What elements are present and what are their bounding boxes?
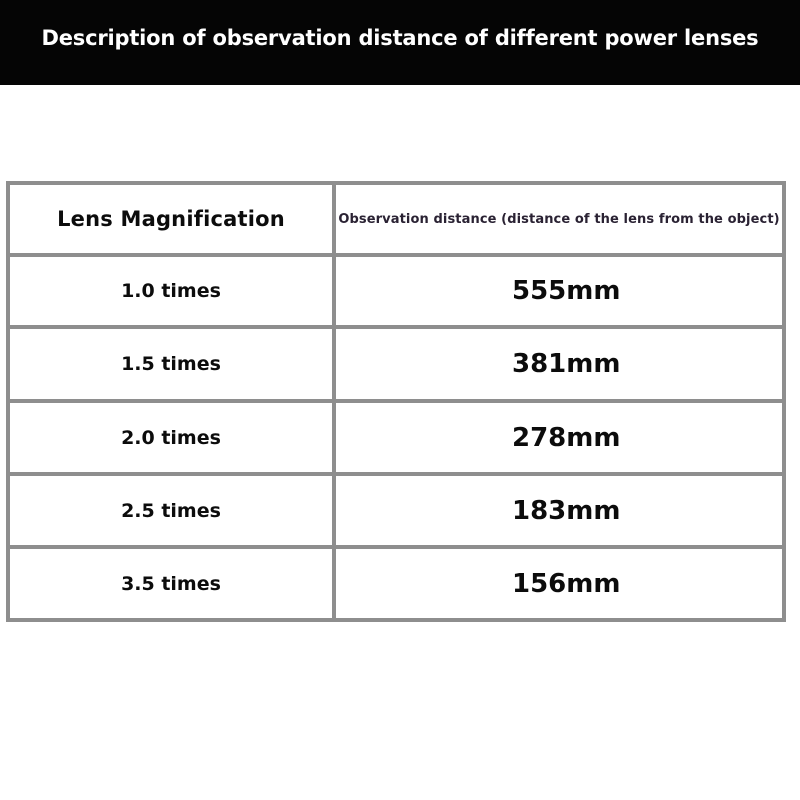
column-header-magnification: Lens Magnification	[10, 185, 332, 253]
distance-cell: 381mm	[336, 329, 782, 399]
magnification-cell: 1.5 times	[10, 329, 332, 399]
column-header-distance: Observation distance (distance of the lens from the object)	[336, 185, 782, 253]
distance-cell: 156mm	[336, 549, 782, 618]
magnification-cell: 2.0 times	[10, 403, 332, 472]
magnification-cell: 3.5 times	[10, 549, 332, 618]
distance-cell: 183mm	[336, 476, 782, 545]
distance-cell: 278mm	[336, 403, 782, 472]
magnification-cell: 1.0 times	[10, 257, 332, 325]
magnification-cell: 2.5 times	[10, 476, 332, 545]
page-title: Description of observation distance of different power lenses	[41, 25, 759, 50]
magnification-distance-table	[6, 181, 786, 622]
header-banner	[0, 0, 800, 85]
distance-cell: 555mm	[336, 257, 782, 325]
